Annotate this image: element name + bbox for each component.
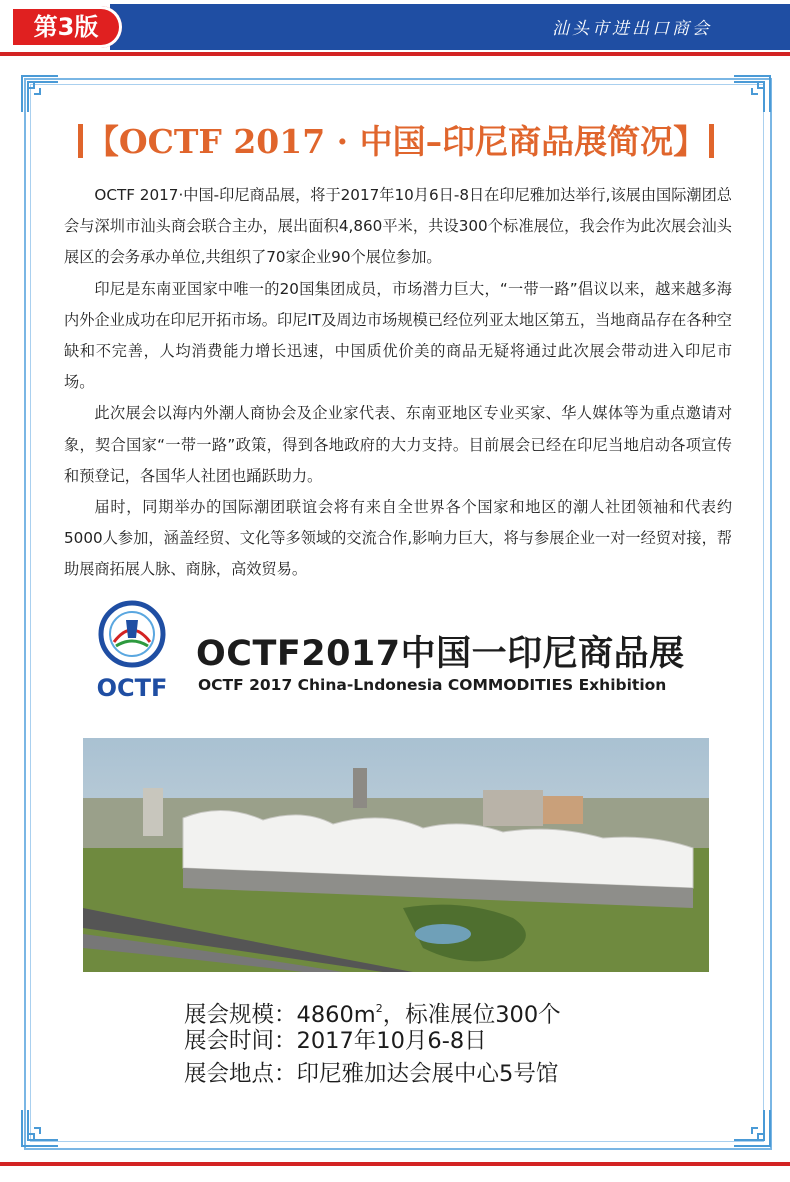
title-text: OCTF 2017 · 中国–印尼商品展简况 xyxy=(118,122,674,161)
corner-ornament-icon xyxy=(20,1108,60,1148)
paragraph: 印尼是东南亚国家中唯一的20国集团成员，市场潜力巨大，“一带一路”倡议以来，越来越多海内外企业成功在印尼开拓市场。印尼IT及周边市场规模已经位列亚太地区第五，当地商品存在各种空缺和不完善，人均消费能力增长迅速，中国质优价美的商品无疑将通过此次展会带动进入印尼市场。 xyxy=(64,279,732,392)
info-place-value: 印尼雅加达会展中心5号馆 xyxy=(296,1061,559,1087)
exhibition-name-en: OCTF 2017 China-Lndonesia COMMODITIES Exhibition xyxy=(198,676,667,694)
paragraph: 此次展会以海内外潮人商协会及企业家代表、东南亚地区专业买家、华人媒体等为重点邀请对象，契合国家“一带一路”政策，得到各地政府的大力支持。目前展会已经在印尼当地启动各项宣传和预登记，各国华人社团也踊跃助力。 xyxy=(64,404,732,485)
info-scale-label: 展会规模： xyxy=(184,1002,297,1028)
info-scale-value: 4860m xyxy=(296,1002,376,1028)
info-time-value: 2017年10月6-8日 xyxy=(296,1028,487,1054)
title-bracket-right: 】 xyxy=(673,122,707,161)
corner-ornament-icon xyxy=(732,74,772,114)
exhibition-info xyxy=(184,992,561,1091)
title-bracket-left: 【 xyxy=(85,122,119,161)
info-time-row xyxy=(184,1025,561,1058)
info-scale-row xyxy=(184,992,561,1028)
paragraph: OCTF 2017·中国-印尼商品展，将于2017年10月6日-8日在印尼雅加达举行,该展由国际潮团总会与深圳市汕头商会联合主办，展出面积4,860平米，共设300个标准展位，我会作为此次展会汕头展区的会务承办单位,共组织了70家企业90个展位参加。 xyxy=(64,186,732,267)
organization-name: 汕头市进出口商会 xyxy=(552,19,712,39)
info-place-label: 展会地点： xyxy=(184,1061,297,1087)
header-divider xyxy=(0,52,790,56)
info-scale-sup: 2 xyxy=(375,1002,383,1015)
paragraph: 届时，同期举办的国际潮团联谊会将有来自全世界各个国家和地区的潮人社团领袖和代表约5000人参加，涵盖经贸、文化等多领域的交流合作,影响力巨大，将与参展企业一对一经贸对接，帮助展商拓展人脉、商脉，高效贸易。 xyxy=(64,498,732,579)
info-place-row xyxy=(184,1058,561,1091)
info-scale-rest: ，标准展位300个 xyxy=(382,1002,561,1028)
info-time-label: 展会时间： xyxy=(184,1028,297,1054)
octf-logo xyxy=(92,598,172,702)
corner-ornament-icon xyxy=(20,74,60,114)
article-title xyxy=(46,116,746,168)
footer-divider xyxy=(0,1162,790,1166)
edition-badge: 第3版 xyxy=(10,6,122,48)
logo-text: OCTF xyxy=(96,674,168,702)
title-bar-right xyxy=(709,124,714,158)
page-header xyxy=(0,0,790,52)
corner-ornament-icon xyxy=(732,1108,772,1148)
title-bar-left xyxy=(78,124,83,158)
convention-center-photo xyxy=(83,738,709,972)
article-body xyxy=(64,180,732,586)
exhibition-name-cn: OCTF2017中国一印尼商品展 xyxy=(196,634,685,674)
